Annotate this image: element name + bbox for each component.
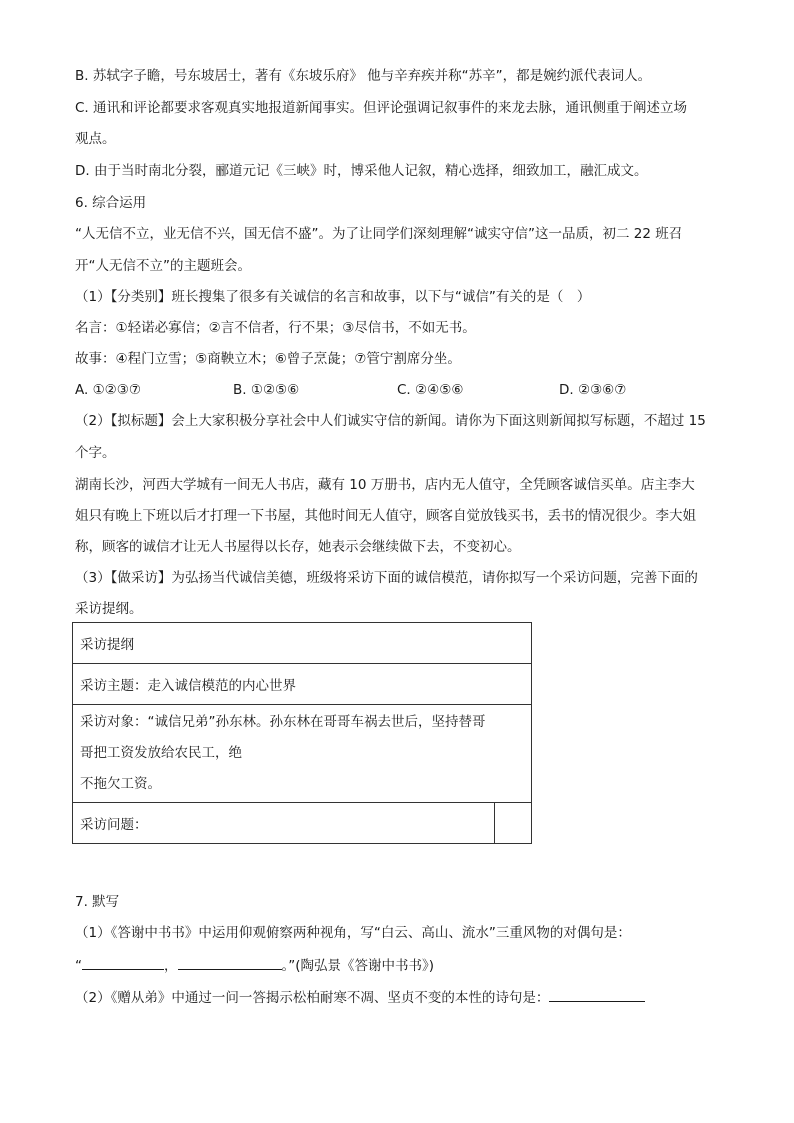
q6-sub1-choice-d: D. ②③⑥⑦ [559, 382, 627, 398]
outline-subject-line3: 不拖欠工资。 [80, 776, 161, 792]
q6-sub2-question-line2: 个字。 [75, 445, 116, 461]
q6-intro-line1: “人无信不立，业无信不兴，国无信不盛”。为了让同学们深刻理解“诚实守信”这一品质，初二 22 班召 [75, 226, 683, 242]
outline-subject-line1: 采访对象：“诚信兄弟”孙东林。孙东林在哥哥车祸去世后，坚持替哥 [80, 714, 486, 730]
q5-option-b: B. 苏轼字子瞻，号东坡居士，著有《东坡乐府》 他与辛弃疾并称“苏辛”，都是婉约派代表词人。 [75, 68, 652, 84]
q5-option-c-line2: 观点。 [75, 131, 116, 147]
outline-title-cell: 采访提纲 [73, 623, 532, 664]
q7-item2-blank[interactable] [549, 986, 645, 1002]
q6-sub1-quotes: 名言：①轻诺必寡信；②言不信者，行不果；③尽信书，不如无书。 [75, 320, 476, 336]
q6-sub2-news-line3: 称，顾客的诚信才让无人书屋得以长存，她表示会继续做下去，不变初心。 [75, 539, 521, 555]
q6-sub2-question-line1: （2）【拟标题】会上大家积极分享社会中人们诚实守信的新闻。请你为下面这则新闻拟写标题，不超过 15 [75, 413, 706, 429]
q7-item1: （1）《答谢中书书》中运用仰观俯察两种视角，写“白云、高山、流水”三重风物的对偶句是： [75, 925, 631, 941]
q7-item1-answer-line [75, 954, 434, 976]
q6-sub1-choice-c: C. ②④⑤⑥ [397, 382, 464, 398]
q7-item1-open-quote: “ [75, 958, 82, 974]
q6-heading: 6. 综合运用 [75, 195, 147, 211]
q6-sub3-question-line1: （3）【做采访】为弘扬当代诚信美德，班级将采访下面的诚信模范，请你拟写一个采访问题，完善下面的 [75, 570, 698, 586]
q7-heading: 7. 默写 [75, 894, 120, 910]
q5-option-d: D. 由于当时南北分裂，郦道元记《三峡》时，博采他人记叙，精心选择，细致加工，融汇成文。 [75, 163, 648, 179]
q5-option-c-line1: C. 通讯和评论都要求客观真实地报道新闻事实。但评论强调记叙事件的来龙去脉，通讯侧重于阐述立场 [75, 100, 688, 116]
q6-sub1-question: （1）【分类别】班长搜集了很多有关诚信的名言和故事，以下与“诚信”有关的是（ ） [75, 289, 591, 305]
q6-sub2-news-line1: 湖南长沙，河西大学城有一间无人书店，藏有 10 万册书，店内无人值守，全凭顾客诚信买单。店主李大 [75, 477, 695, 493]
q6-sub3-question-line2: 采访提纲。 [75, 601, 143, 617]
q7-item2-line [75, 986, 645, 1008]
q7-item1-comma: ， [164, 958, 178, 974]
q7-item1-source: 。”(陶弘景《答谢中书书》) [281, 958, 435, 974]
outline-question-cell[interactable]: 采访问题： [73, 803, 495, 844]
q6-sub2-news-line2: 姐只有晚上下班以后才打理一下书屋，其他时间无人值守，顾客自觉放钱买书，丢书的情况很少。李大姐 [75, 508, 696, 524]
q6-sub1-choice-b: B. ①②⑤⑥ [233, 382, 300, 398]
q6-sub1-stories: 故事：④程门立雪；⑤商鞅立木；⑥曾子烹彘；⑦管宁割席分坐。 [75, 351, 461, 367]
interview-outline-table [72, 622, 532, 844]
outline-question-answer-box[interactable] [495, 803, 532, 844]
outline-theme-cell: 采访主题：走入诚信模范的内心世界 [73, 664, 532, 705]
outline-subject-line2: 哥把工资发放给农民工，绝 [80, 745, 242, 761]
q7-item2: （2）《赠从弟》中通过一问一答揭示松柏耐寒不凋、坚贞不变的本性的诗句是： [75, 990, 550, 1006]
q7-item1-blank-1[interactable] [82, 954, 164, 970]
q6-intro-line2: 开“人无信不立”的主题班会。 [75, 258, 251, 274]
outline-subject-cell [73, 705, 532, 803]
q7-item1-blank-2[interactable] [178, 954, 282, 970]
q6-sub1-choice-a: A. ①②③⑦ [75, 382, 141, 398]
